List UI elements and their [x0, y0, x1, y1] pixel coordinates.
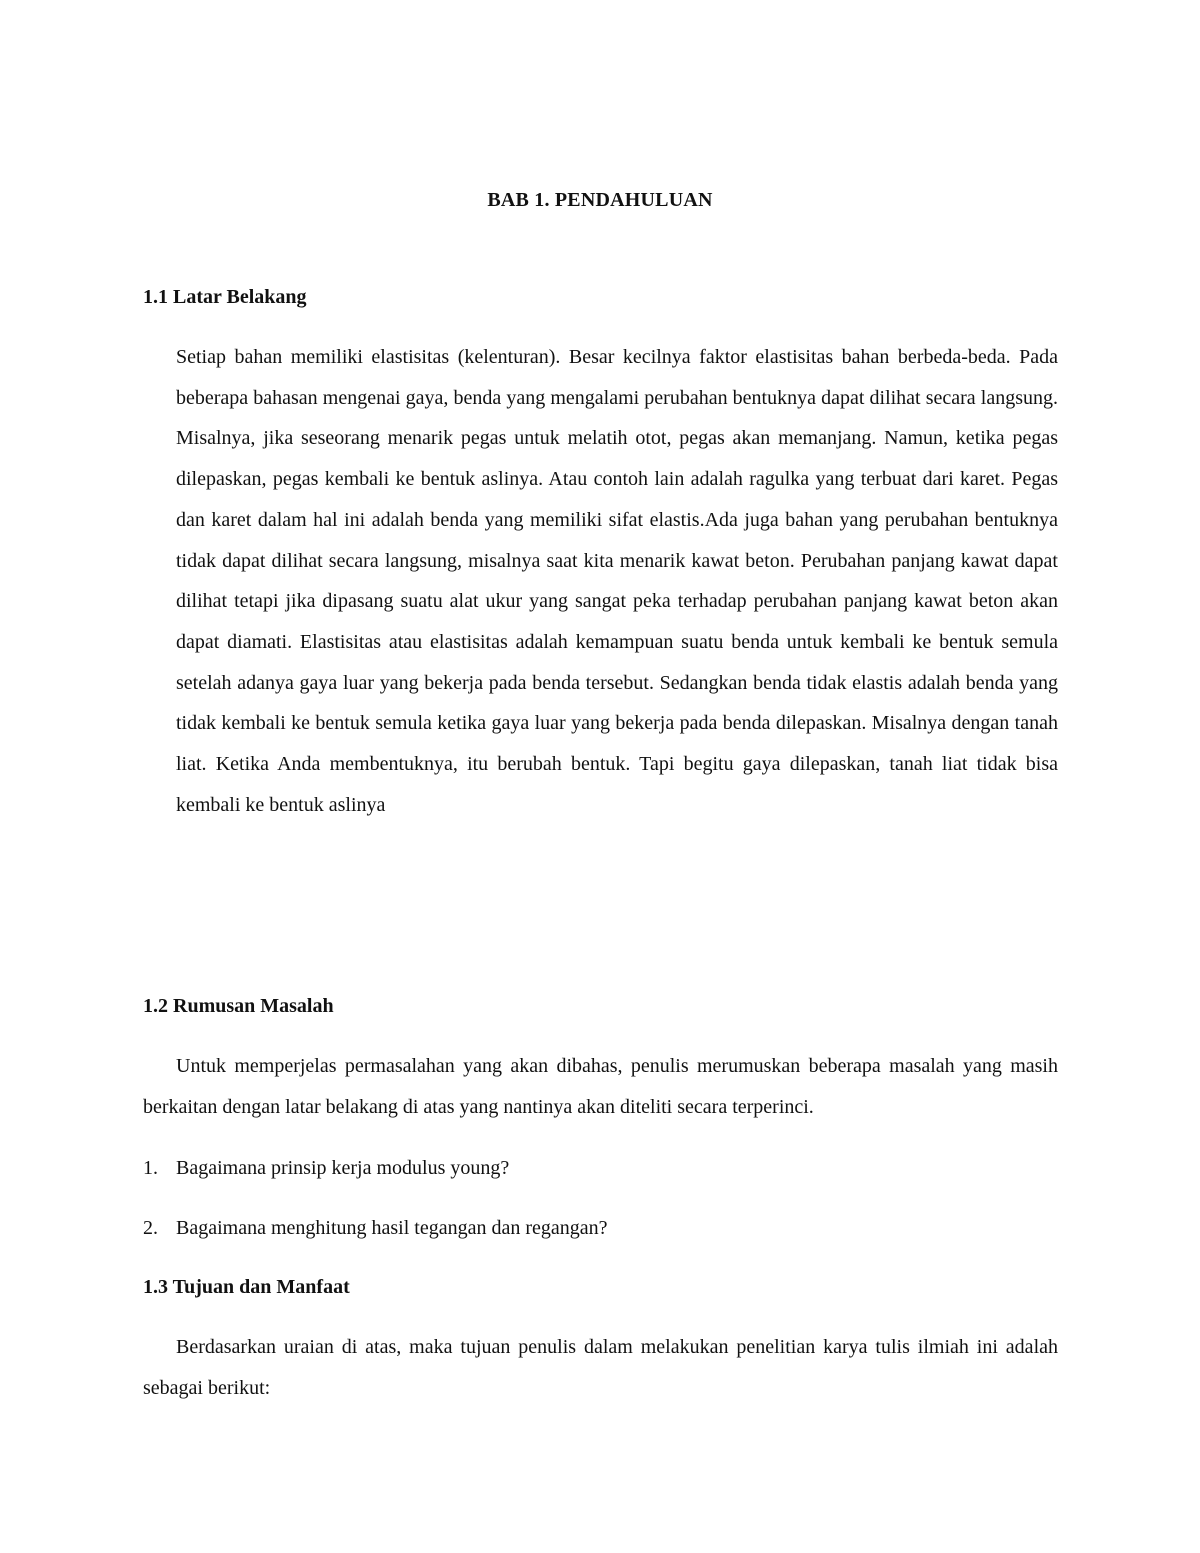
- section-heading-latar-belakang: 1.1 Latar Belakang: [143, 286, 307, 308]
- paragraph-latar-belakang: Setiap bahan memiliki elastisitas (kelenturan). Besar kecilnya faktor elastisitas bahan berbeda-beda. Pada beberapa bahasan mengenai gaya, benda yang mengalami perubahan bentuknya dapat dilihat secara langsung. Misalnya, jika seseorang menarik pegas untuk melatih otot, pegas akan memanjang. Namun, ketika pegas dilepaskan, pegas kembali ke bentuk aslinya. Atau contoh lain adalah ragulka yang terbuat dari karet. Pegas dan karet dalam hal ini adalah benda yang memiliki sifat elastis.Ada juga bahan yang perubahan bentuknya tidak dapat dilihat secara langsung, misalnya saat kita menarik kawat beton. Perubahan panjang kawat dapat dilihat tetapi jika dipasang suatu alat ukur yang sangat peka terhadap perubahan panjang kawat beton akan dapat diamati. Elastisitas atau elastisitas adalah kemampuan suatu benda untuk kembali ke bentuk semula setelah adanya gaya luar yang bekerja pada benda tersebut. Sedangkan benda tidak elastis adalah benda yang tidak kembali ke bentuk semula ketika gaya luar yang bekerja pada benda dilepaskan. Misalnya dengan tanah liat. Ketika Anda membentuknya, itu berubah bentuk. Tapi begitu gaya dilepaskan, tanah liat tidak bisa kembali ke bentuk aslinya: [176, 346, 1058, 816]
- list-item-text: Bagaimana menghitung hasil tegangan dan regangan?: [176, 1217, 608, 1239]
- list-item-number: 1.: [143, 1157, 158, 1179]
- chapter-title: BAB 1. PENDAHULUAN: [487, 189, 713, 211]
- paragraph-rumusan-masalah: Untuk memperjelas permasalahan yang akan dibahas, penulis merumuskan beberapa masalah yang masih berkaitan dengan latar belakang di atas yang nantinya akan diteliti secara terperinci.: [143, 1055, 1058, 1118]
- list-item: [143, 1154, 509, 1182]
- list-item-number: 2.: [143, 1217, 158, 1239]
- list-item: [143, 1214, 608, 1242]
- section-heading-rumusan-masalah: 1.2 Rumusan Masalah: [143, 995, 334, 1017]
- paragraph-tujuan-manfaat: Berdasarkan uraian di atas, maka tujuan penulis dalam melakukan penelitian karya tulis ilmiah ini adalah sebagai berikut:: [143, 1336, 1058, 1399]
- list-item-text: Bagaimana prinsip kerja modulus young?: [176, 1157, 510, 1179]
- section-heading-tujuan-manfaat: 1.3 Tujuan dan Manfaat: [143, 1276, 350, 1298]
